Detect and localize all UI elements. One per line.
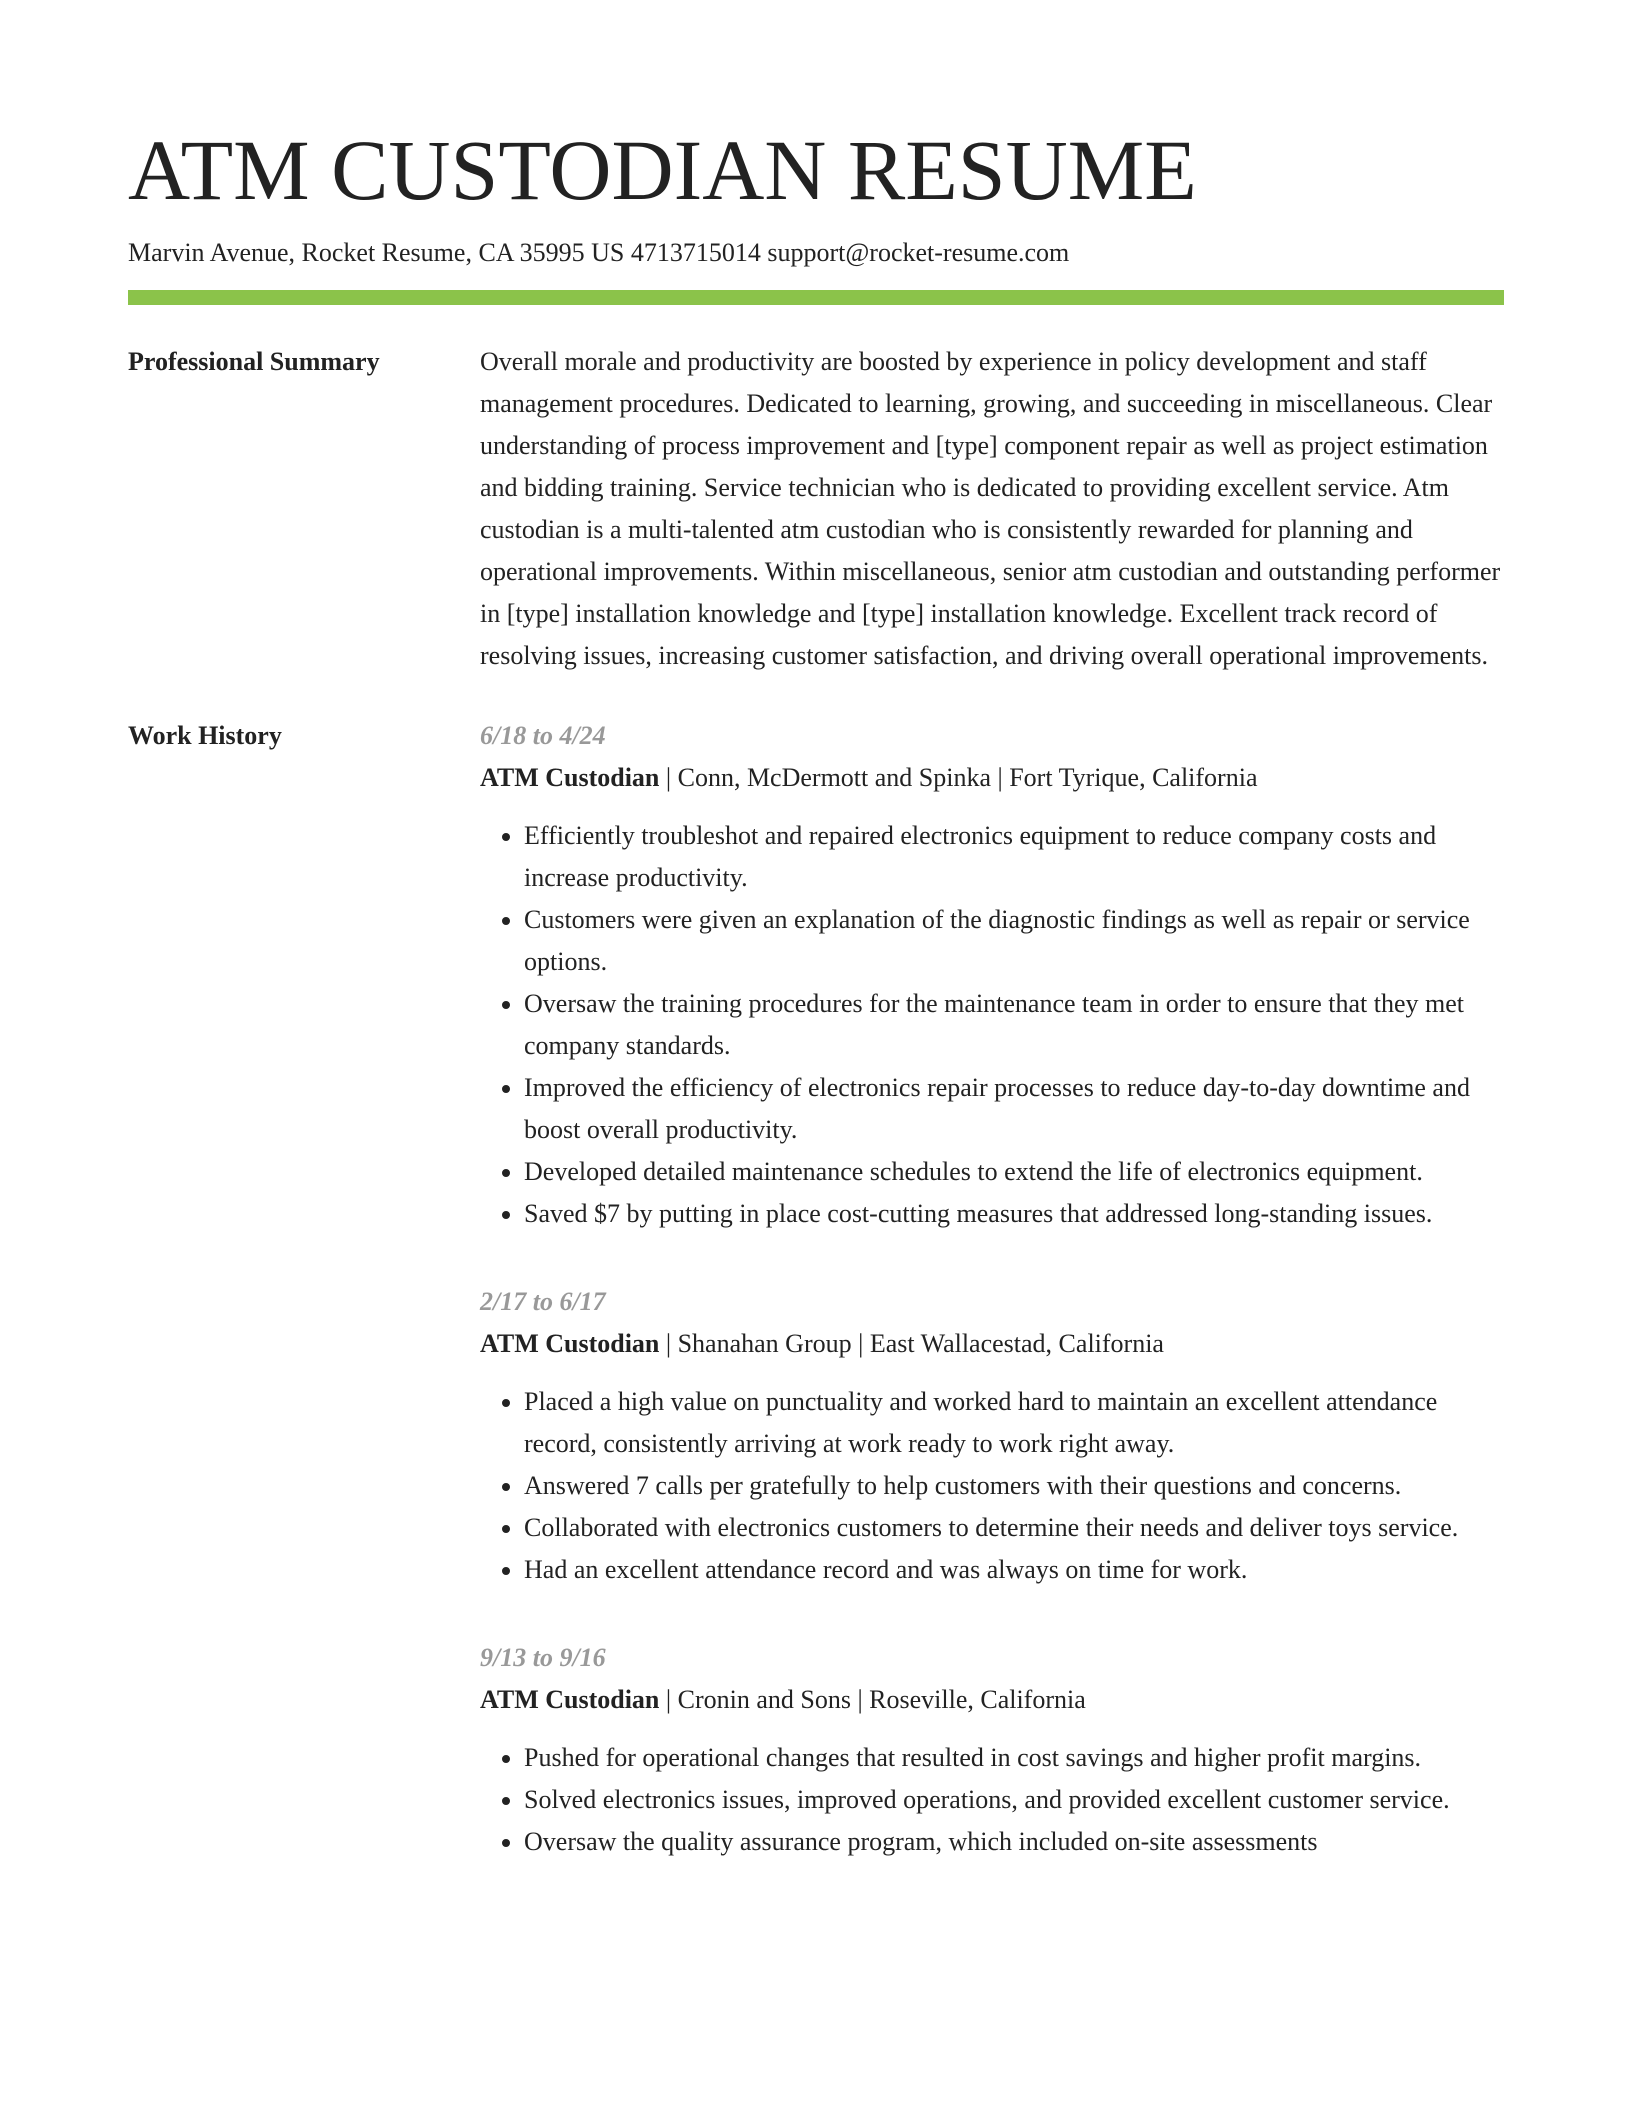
job-heading (480, 757, 1504, 799)
job-bullet: • Customers were given an explanation of the diagnostic findings as well as repair or service options. (524, 899, 1504, 983)
job-dates: 2/17 to 6/17 (480, 1287, 606, 1316)
section-label-work-history: Work History (128, 721, 282, 750)
job-heading (480, 1679, 1504, 1721)
contact-info: Marvin Avenue, Rocket Resume, CA 35995 US 4713715014 support@rocket-resume.com (128, 238, 1070, 267)
job-dates: 9/13 to 9/16 (480, 1643, 606, 1672)
job-title: ATM Custodian (480, 1329, 660, 1358)
job-employer-location: | Conn, McDermott and Spinka | Fort Tyrique, California (659, 763, 1258, 792)
job-title: ATM Custodian (480, 763, 660, 792)
resume-page (128, 0, 1504, 1909)
work-history-body (480, 715, 1504, 1909)
job-bullet: • Saved $7 by putting in place cost-cutting measures that addressed long-standing issues. (524, 1193, 1504, 1235)
work-history-section (128, 715, 1504, 1909)
resume-title: ATM CUSTODIAN RESUME (128, 122, 1197, 218)
job-bullet: • Developed detailed maintenance schedules to extend the life of electronics equipment. (524, 1151, 1504, 1193)
job-bullet: • Solved electronics issues, improved operations, and provided excellent customer service. (524, 1779, 1504, 1821)
job-bullet: • Answered 7 calls per gratefully to help customers with their questions and concerns. (524, 1465, 1504, 1507)
job-bullet-list (480, 1737, 1504, 1863)
summary-body (480, 341, 1504, 677)
job-bullet-list (480, 1381, 1504, 1591)
job-entry (480, 1281, 1504, 1591)
job-bullet: • Had an excellent attendance record and was always on time for work. (524, 1549, 1504, 1591)
job-bullet-list (480, 815, 1504, 1235)
job-bullet: • Improved the efficiency of electronics repair processes to reduce day-to-day downtime and boost overall productivity. (524, 1067, 1504, 1151)
job-entry (480, 1637, 1504, 1863)
job-entry (480, 715, 1504, 1235)
job-bullet: • Pushed for operational changes that resulted in cost savings and higher profit margins. (524, 1737, 1504, 1779)
job-dates: 6/18 to 4/24 (480, 721, 606, 750)
job-heading (480, 1323, 1504, 1365)
summary-text: Overall morale and productivity are boosted by experience in policy development and staff management procedures. Dedicated to learning, growing, and succeeding in miscellaneous. Clear understanding of process improvement and [type] component repair as well as project estimation and bidding training. Service technician who is dedicated to providing excellent service. Atm custodian is a multi-talented atm custodian who is consistently rewarded for planning and operational improvements. Within miscellaneous, senior atm custodian and outstanding performer in [type] installation knowledge and [type] installation knowledge. Excellent track record of resolving issues, increasing customer satisfaction, and driving overall operational improvements. (480, 347, 1501, 670)
professional-summary-section (128, 341, 1504, 677)
job-bullet: • Efficiently troubleshot and repaired electronics equipment to reduce company costs and increase productivity. (524, 815, 1504, 899)
job-bullet: • Oversaw the quality assurance program, which included on-site assessments (524, 1821, 1504, 1863)
job-employer-location: | Cronin and Sons | Roseville, California (659, 1685, 1086, 1714)
job-employer-location: | Shanahan Group | East Wallacestad, California (659, 1329, 1164, 1358)
job-bullet: • Collaborated with electronics customers to determine their needs and deliver toys service. (524, 1507, 1504, 1549)
job-bullet: • Placed a high value on punctuality and worked hard to maintain an excellent attendance record, consistently arriving at work ready to work right away. (524, 1381, 1504, 1465)
job-title: ATM Custodian (480, 1685, 660, 1714)
job-bullet: • Oversaw the training procedures for the maintenance team in order to ensure that they met company standards. (524, 983, 1504, 1067)
accent-divider (128, 290, 1504, 305)
section-label-professional-summary: Professional Summary (128, 347, 380, 376)
